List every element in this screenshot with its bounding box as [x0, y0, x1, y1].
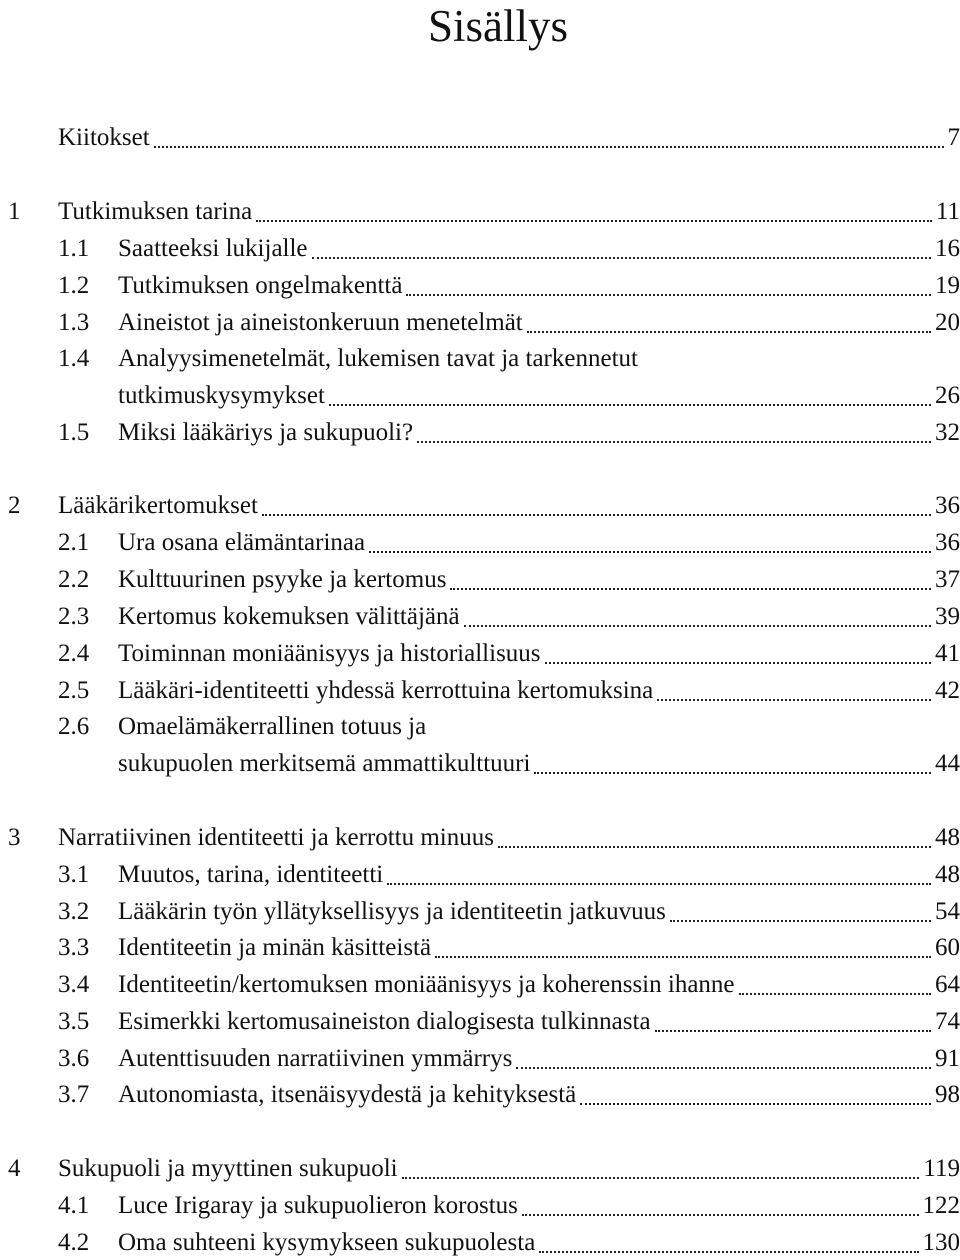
toc-leader-dots — [369, 551, 931, 553]
toc-entry-title: Muutos, tarina, identiteetti — [118, 861, 384, 888]
toc-entry-number: 3.5 — [58, 1008, 90, 1035]
toc-entry-number: 1.2 — [58, 272, 90, 299]
toc-entry-page-number: 60 — [935, 934, 960, 961]
toc-entry-title: Autenttisuuden narratiivinen ymmärrys — [118, 1045, 513, 1072]
toc-entry-page-number: 41 — [935, 640, 960, 667]
toc-entry-title: Kulttuurinen psyyke ja kertomus — [118, 566, 447, 593]
toc-entry-page-number: 48 — [935, 824, 960, 851]
toc-leader-dots — [522, 1214, 919, 1216]
toc-entry-number: 4.2 — [58, 1229, 90, 1256]
toc-leader-dots — [262, 514, 931, 516]
toc-leader-dots — [739, 993, 931, 995]
toc-entry-page-number: 16 — [935, 235, 960, 262]
toc-entry[interactable] — [0, 416, 960, 448]
toc-entry-number: 2.4 — [58, 640, 90, 667]
toc-entry-title: Ura osana elämäntarinaa — [118, 529, 366, 556]
toc-entry-page-number: 36 — [935, 492, 960, 519]
toc-entry-page-number: 19 — [935, 272, 960, 299]
toc-entry[interactable] — [0, 931, 960, 963]
toc-leader-dots — [256, 220, 932, 222]
toc-leader-dots — [154, 146, 944, 148]
toc-entry-number: 2.2 — [58, 566, 90, 593]
toc-entry-title: tutkimuskysymykset — [118, 382, 325, 409]
toc-entry-title: Omaelämäkerrallinen totuus ja — [118, 713, 427, 740]
toc-entry-title: Toiminnan moniäänisyys ja historiallisuus — [118, 640, 541, 667]
toc-entry[interactable] — [0, 342, 960, 374]
toc-entry-title: Identiteetin ja minän käsitteistä — [118, 934, 432, 961]
toc-leader-dots — [464, 625, 931, 627]
toc-entry-title: Tutkimuksen tarina — [58, 198, 253, 225]
toc-entry[interactable] — [0, 379, 960, 411]
toc-leader-dots — [402, 1177, 920, 1179]
toc-entry-number: 2.5 — [58, 677, 90, 704]
toc-entry-page-number: 98 — [935, 1081, 960, 1108]
toc-leader-dots — [534, 772, 931, 774]
toc-entry-title: Lääkärin työn yllätyksellisyys ja identiteetin jatkuvuus — [118, 898, 666, 925]
toc-entry-number: 1.3 — [58, 309, 90, 336]
toc-entry[interactable] — [0, 710, 960, 742]
toc-entry[interactable] — [0, 121, 960, 153]
toc-entry-number: 3.7 — [58, 1081, 90, 1108]
toc-entry-page-number: 44 — [935, 750, 960, 777]
toc-entry-title: Lääkärikertomukset — [58, 492, 258, 519]
toc-leader-dots — [387, 883, 931, 885]
toc-entry[interactable] — [0, 1226, 960, 1258]
toc-entry-page-number: 20 — [935, 309, 960, 336]
toc-entry-page-number: 74 — [935, 1008, 960, 1035]
toc-entry-number: 1.1 — [58, 235, 90, 262]
toc-entry-title: Analyysimenetelmät, lukemisen tavat ja tarkennetut — [118, 345, 638, 372]
toc-entry-page-number: 130 — [922, 1229, 960, 1256]
toc-entry-number: 1.4 — [58, 345, 90, 372]
toc-leader-dots — [406, 294, 931, 296]
toc-entry-title: Aineistot ja aineistonkeruun menetelmät — [118, 309, 523, 336]
toc-entry-title: Saatteeksi lukijalle — [118, 235, 308, 262]
toc-entry-number: 2.1 — [58, 529, 90, 556]
toc-leader-dots — [312, 257, 931, 259]
toc-entry[interactable] — [0, 1152, 960, 1184]
toc-leader-dots — [435, 956, 931, 958]
toc-entry[interactable] — [0, 674, 960, 706]
toc-entry-number: 2 — [8, 492, 21, 519]
page-title: Sisällys — [427, 1, 569, 51]
toc-entry-title: Kiitokset — [58, 124, 150, 151]
toc-entry-title: Narratiivinen identiteetti ja kerrottu minuus — [58, 824, 494, 851]
toc-entry-page-number: 11 — [935, 198, 960, 225]
toc-entry-page-number: 91 — [935, 1045, 960, 1072]
toc-leader-dots — [580, 1103, 931, 1105]
toc-leader-dots — [516, 1067, 931, 1069]
toc-leader-dots — [498, 846, 931, 848]
toc-entry-number: 4.1 — [58, 1192, 90, 1219]
toc-entry-title: Miksi lääkäriys ja sukupuoli? — [118, 419, 414, 446]
toc-entry-number: 2.3 — [58, 603, 90, 630]
toc-entry-title: Autonomiasta, itsenäisyydestä ja kehityksestä — [118, 1081, 577, 1108]
toc-entry[interactable] — [0, 821, 960, 853]
toc-entry[interactable] — [0, 269, 960, 301]
toc-leader-dots — [539, 1251, 918, 1253]
toc-entry-page-number: 32 — [935, 419, 960, 446]
toc-entry[interactable] — [0, 895, 960, 927]
toc-entry-number: 3.4 — [58, 971, 90, 998]
toc-entry-page-number: 36 — [935, 529, 960, 556]
toc-entry[interactable] — [0, 1078, 960, 1110]
toc-entry-number: 2.6 — [58, 713, 90, 740]
toc-entry-number: 4 — [8, 1155, 21, 1182]
toc-entry-page-number: 26 — [935, 382, 960, 409]
toc-leader-dots — [657, 699, 931, 701]
toc-entry[interactable] — [0, 600, 960, 632]
toc-entry-title: sukupuolen merkitsemä ammattikulttuuri — [118, 750, 531, 777]
toc-entry[interactable] — [0, 747, 960, 779]
toc-entry-page-number: 119 — [923, 1155, 960, 1182]
toc-entry-page-number: 42 — [935, 677, 960, 704]
toc-entry[interactable] — [0, 858, 960, 890]
toc-leader-dots — [450, 588, 931, 590]
toc-entry-number: 1.5 — [58, 419, 90, 446]
toc-entry-number: 3.6 — [58, 1045, 90, 1072]
toc-entry-title: Tutkimuksen ongelmakenttä — [118, 272, 403, 299]
toc-entry[interactable] — [0, 489, 960, 521]
toc-entry-page-number: 37 — [935, 566, 960, 593]
toc-entry-title: Kertomus kokemuksen välittäjänä — [118, 603, 460, 630]
toc-entry-number: 3.1 — [58, 861, 90, 888]
toc-entry[interactable] — [0, 195, 960, 227]
toc-entry-title: Lääkäri-identiteetti yhdessä kerrottuina kertomuksina — [118, 677, 654, 704]
toc-entry[interactable] — [0, 1189, 960, 1221]
toc-entry-title: Sukupuoli ja myyttinen sukupuoli — [58, 1155, 398, 1182]
toc-entry-title: Luce Irigaray ja sukupuolieron korostus — [118, 1192, 518, 1219]
toc-entry-title: Esimerkki kertomusaineiston dialogisesta tulkinnasta — [118, 1008, 651, 1035]
toc-entry[interactable] — [0, 968, 960, 1000]
toc-leader-dots — [655, 1030, 931, 1032]
toc-entry[interactable] — [0, 232, 960, 264]
toc-entry-page-number: 48 — [935, 861, 960, 888]
toc-entry[interactable] — [0, 1042, 960, 1074]
toc-entry-number: 1 — [8, 198, 21, 225]
toc-leader-dots — [527, 331, 931, 333]
toc-entry[interactable] — [0, 526, 960, 558]
toc-leader-dots — [545, 662, 931, 664]
toc-leader-dots — [329, 404, 931, 406]
toc-entry[interactable] — [0, 637, 960, 669]
toc-entry-title: Identiteetin/kertomuksen moniäänisyys ja koherenssin ihanne — [118, 971, 735, 998]
toc-entry-number: 3 — [8, 824, 21, 851]
toc-entry-number: 3.2 — [58, 898, 90, 925]
toc-entry[interactable] — [0, 1005, 960, 1037]
toc-entry-page-number: 39 — [935, 603, 960, 630]
toc-entry-number: 3.3 — [58, 934, 90, 961]
toc-entry-page-number: 54 — [935, 898, 960, 925]
toc-leader-dots — [417, 441, 931, 443]
toc-entry-page-number: 7 — [947, 124, 960, 151]
toc-entry[interactable] — [0, 306, 960, 338]
toc-entry[interactable] — [0, 563, 960, 595]
toc-entry-title: Oma suhteeni kysymykseen sukupuolesta — [118, 1229, 536, 1256]
toc-entry-page-number: 122 — [922, 1192, 960, 1219]
toc-leader-dots — [670, 920, 931, 922]
toc-entry-page-number: 64 — [935, 971, 960, 998]
